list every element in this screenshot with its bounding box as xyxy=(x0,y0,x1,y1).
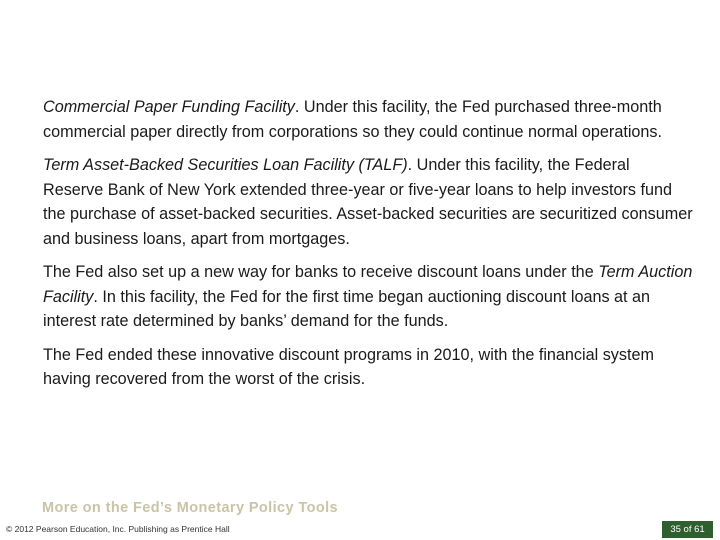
term-commercial-paper-funding-facility: Commercial Paper Funding Facility xyxy=(43,98,295,116)
paragraph-text: . In this facility, the Fed for the first time began auctioning discount loans at an interest rate determined by banks’ demand for the funds. xyxy=(43,287,651,330)
paragraph-text: The Fed ended these innovative discount programs in 2010, with the financial system having recovered from the worst of the crisis. xyxy=(43,345,654,388)
copyright-notice: © 2012 Pearson Education, Inc. Publishing as Prentice Hall xyxy=(6,524,230,534)
paragraph-commercial-paper xyxy=(43,95,693,144)
paragraph-talf xyxy=(43,153,693,251)
paragraph-programs-ended xyxy=(43,343,693,392)
paragraph-term-auction-facility xyxy=(43,260,693,334)
section-title: More on the Fed’s Monetary Policy Tools xyxy=(42,500,338,516)
paragraph-text: The Fed also set up a new way for banks to receive discount loans under the xyxy=(43,263,599,281)
page-number-badge: 35 of 61 xyxy=(662,521,713,538)
paragraph-text: . Under this facility, the Fed purchased three-month commercial paper directly from corporations so they could continue normal operations. xyxy=(43,98,663,141)
paragraph-text: . Under this facility, the Federal Reserve Bank of New York extended three-year or five-year loans to help investors fund the purchase of asset-backed securities. Asset-backed securities are securitized consumer and business loans, apart from mortgages. xyxy=(43,156,693,248)
term-term-auction-facility: Term Auction Facility xyxy=(43,263,693,306)
term-talf: Term Asset-Backed Securities Loan Facility (TALF) xyxy=(43,156,408,174)
slide-body xyxy=(43,95,693,401)
